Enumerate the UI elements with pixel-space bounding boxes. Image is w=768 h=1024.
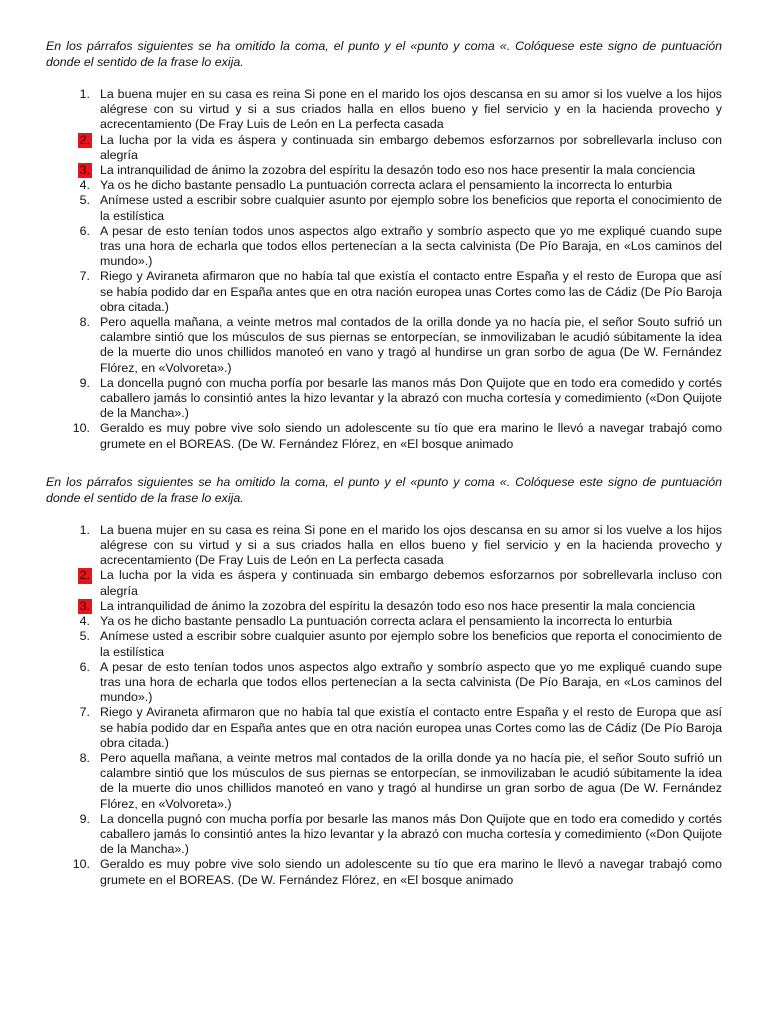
highlighted-item-number [70, 163, 94, 178]
exercise-instructions: En los párrafos siguientes se ha omitido la coma, el punto y el «punto y coma «. Colóquese este signo de puntuación donde el sentido de la frase lo exija. [46, 39, 722, 69]
item-number [70, 751, 94, 812]
item-number [70, 193, 94, 223]
exercise-list [46, 87, 722, 452]
item-text: Geraldo es muy pobre vive solo siendo un adolescente su tío que era marino le llevó a navegar trabajó como grumete en el BOREAS. (De W. Fernández Flórez, en «El bosque animado [100, 421, 722, 451]
item-text: A pesar de esto tenían todos unos aspectos algo extraño y sombrío aspecto que yo me expliqué cuando supe tras una hora de echarla que todos ellos pertenecían a la secta calvinista (De Pío Baraja, en «Los caminos del mundo».) [100, 223, 722, 269]
item-number [70, 269, 94, 315]
item-text: La buena mujer en su casa es reina Si pone en el marido los ojos descansa en su amor si los vuelve a los hijos alégrese con su virtud y si a sus criados halla en ellos bueno y fiel servicio y en la hacienda provecho y acrecentamiento (De Fray Luis de León en La perfecta casada [100, 522, 722, 568]
list-item [46, 568, 722, 598]
item-number-label: 4. [79, 178, 90, 193]
item-text: Riego y Aviraneta afirmaron que no había tal que existía el contacto entre España y el resto de Europa que así se había podido dar en España antes que en otra nación europea unas Cortes como las de Cádiz (De Pío Baroja obra citada.) [100, 705, 722, 750]
list-item [46, 599, 722, 614]
item-number [70, 421, 94, 451]
list-item [46, 629, 722, 659]
item-number [70, 523, 94, 569]
list-item [46, 857, 722, 887]
exercise-instructions: En los párrafos siguientes se ha omitido la coma, el punto y el «punto y coma «. Colóquese este signo de puntuación donde el sentido de la frase lo exija. [46, 474, 722, 505]
item-number [70, 614, 94, 629]
item-text: Anímese usted a escribir sobre cualquier asunto por ejemplo sobre los beneficios que reporta el conocimiento de la estilística [100, 629, 722, 659]
highlighted-item-number [70, 133, 94, 163]
list-item [46, 193, 722, 223]
list-item [46, 269, 722, 315]
list-item [46, 87, 722, 133]
item-number [70, 87, 94, 133]
exercise-section-1 [46, 38, 722, 452]
list-item [46, 705, 722, 751]
item-number-label: 3. [79, 163, 90, 178]
item-number [70, 629, 94, 659]
item-number-label: 1. [79, 87, 90, 101]
item-text: La buena mujer en su casa es reina Si pone en el marido los ojos descansa en su amor si los vuelve a los hijos alégrese con su virtud y si a sus criados halla en ellos bueno y fiel servicio y en la hacienda provecho y acrecentamiento (De Fray Luis de León en La perfecta casada [100, 87, 722, 132]
list-item [46, 523, 722, 569]
item-number-label: 4. [79, 614, 90, 629]
list-item [46, 315, 722, 376]
item-number-label: 1. [79, 522, 90, 537]
list-item [46, 614, 722, 629]
list-item [46, 812, 722, 858]
list-item [46, 178, 722, 193]
item-number [70, 178, 94, 193]
list-item [46, 660, 722, 706]
item-text: La intranquilidad de ánimo la zozobra del espíritu la desazón todo eso nos hace presentir la mala conciencia [100, 163, 696, 178]
item-text: La doncella pugnó con mucha porfía por besarle las manos más Don Quijote que en todo era comedido y cortés caballero jamás lo consintió antes la hizo levantar y la abrazó con mucha cortesía y comedimiento («Don Quijote de la Mancha».) [100, 811, 722, 857]
item-text: Anímese usted a escribir sobre cualquier asunto por ejemplo sobre los beneficios que reporta el conocimiento de la estilística [100, 193, 722, 223]
item-number-label: 5. [79, 193, 90, 208]
item-number [70, 660, 94, 706]
item-number-label: 10. [72, 857, 90, 872]
item-number-label: 2. [79, 568, 90, 583]
item-text: A pesar de esto tenían todos unos aspectos algo extraño y sombrío aspecto que yo me expliqué cuando supe tras una hora de echarla que todos ellos pertenecían a la secta calvinista (De Pío Baraja, en «Los caminos del mundo».) [100, 659, 722, 705]
item-number [70, 376, 94, 422]
list-item [46, 421, 722, 451]
exercise-list [46, 523, 722, 888]
item-number-label: 5. [79, 629, 90, 644]
item-text: Pero aquella mañana, a veinte metros mal contados de la orilla donde ya no hacía pie, el señor Souto sufrió un calambre sintió que los músculos de sus piernas se entorpecían, se inmovilizaban le acudió súbitamente la idea de la muerte dio unos chillidos manoteó en vano y tragó al hundirse un gran sorbo de agua (De W. Fernández Flórez, en «Volvoreta».) [100, 315, 722, 375]
item-number [70, 315, 94, 376]
item-number-label: 6. [79, 223, 90, 238]
item-number [70, 224, 94, 270]
list-item [46, 163, 722, 178]
item-text: Ya os he dicho bastante pensadlo La puntuación correcta aclara el pensamiento la incorrecta lo enturbia [100, 614, 673, 629]
item-number-label: 6. [79, 659, 90, 674]
item-text: Riego y Aviraneta afirmaron que no había tal que existía el contacto entre España y el resto de Europa que así se había podido dar en España antes que en otra nación europea unas Cortes como las de Cádiz (De Pío Baroja obra citada.) [100, 269, 722, 314]
list-item [46, 751, 722, 812]
list-item [46, 376, 722, 422]
highlighted-item-number [70, 599, 94, 614]
item-text: La lucha por la vida es áspera y continuada sin embargo debemos esforzarnos por sobrellevarla incluso con alegría [100, 568, 722, 598]
item-text: La intranquilidad de ánimo la zozobra del espíritu la desazón todo eso nos hace presentir la mala conciencia [100, 598, 696, 613]
item-number-label: 8. [79, 750, 90, 765]
item-text: Pero aquella mañana, a veinte metros mal contados de la orilla donde ya no hacía pie, el señor Souto sufrió un calambre sintió que los músculos de sus piernas se entorpecían, se inmovilizaban le acudió súbitamente la idea de la muerte dio unos chillidos manoteó en vano y tragó al hundirse un gran sorbo de agua (De W. Fernández Flórez, en «Volvoreta».) [100, 750, 722, 811]
list-item [46, 224, 722, 270]
item-text: Geraldo es muy pobre vive solo siendo un adolescente su tío que era marino le llevó a navegar trabajó como grumete en el BOREAS. (De W. Fernández Flórez, en «El bosque animado [100, 857, 722, 887]
item-text: La lucha por la vida es áspera y continuada sin embargo debemos esforzarnos por sobrellevarla incluso con alegría [100, 132, 722, 162]
item-number-label: 7. [79, 269, 90, 284]
item-number [70, 705, 94, 751]
item-text: Ya os he dicho bastante pensadlo La puntuación correcta aclara el pensamiento la incorrecta lo enturbia [100, 178, 673, 193]
item-text: La doncella pugnó con mucha porfía por besarle las manos más Don Quijote que en todo era comedido y cortés caballero jamás lo consintió antes la hizo levantar y la abrazó con mucha cortesía y comedimiento («Don Quijote de la Mancha».) [100, 375, 722, 421]
item-number [70, 857, 94, 887]
item-number-label: 2. [79, 132, 90, 147]
item-number [70, 812, 94, 858]
item-number-label: 7. [79, 705, 90, 720]
item-number-label: 9. [79, 375, 90, 390]
item-number-label: 10. [72, 421, 90, 436]
item-number-label: 9. [79, 811, 90, 826]
exercise-section-2 [46, 474, 722, 888]
list-item [46, 133, 722, 163]
highlighted-item-number [70, 568, 94, 598]
item-number-label: 3. [79, 598, 90, 613]
item-number-label: 8. [79, 315, 90, 330]
